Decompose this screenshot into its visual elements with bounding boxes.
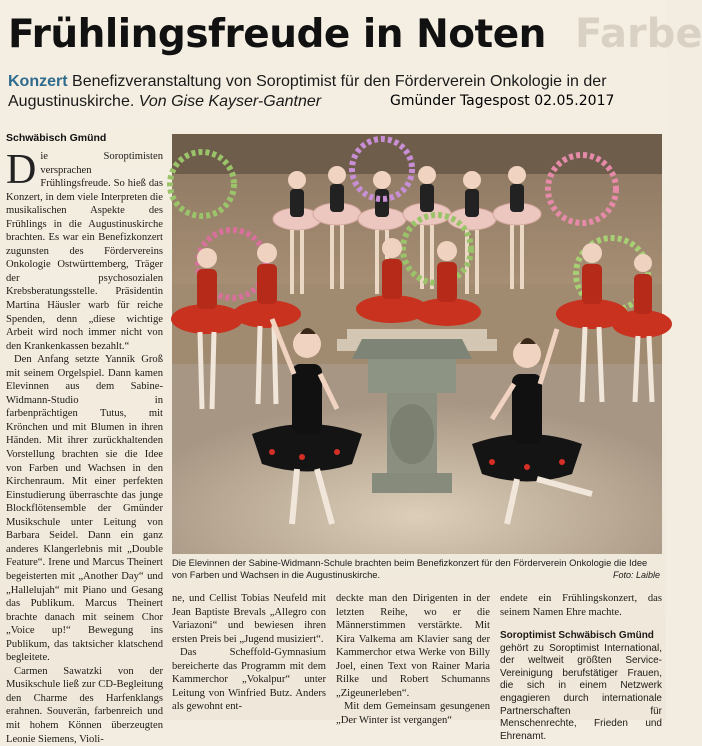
paragraph: Den Anfang setzte Yannik Groß mit seinem Orgelspiel. Dann kamen Elevinnen aus dem Sabine-Widmann-Studio in farbenprächtigen Tutus, mit Krönchen und mit Blumen in ihren Händen. Mit ihrer zurückhaltenden Vorstellung brachten sie die Idee von Farben und Wachsen in den Kirchenraum. Mit einer perfekten Einstudierung überraschte das junge Blockflötensemble der Gmünder Musikschule unter Leitung von Barbara Seidel. Dann ein ganz anderes Klangerlebnis mit „Double Feature“. Irene und Marcus Theinert begeisterten mit „Another Day“ und „Hallelujah“ mit Piano und Gesang das Publikum. Marcus Theinert brachte danach mit seinem Chor „Voice up!“ Bewegung ins Publikum, das taktsicher klatschend begleitete.	[6, 354, 163, 664]
headline: Frühlingsfreude in Noten	[8, 12, 546, 57]
byline: Von Gise Kayser-Gantner	[138, 93, 322, 110]
article-column-2	[172, 592, 326, 714]
photo-credit: Foto: Laible	[612, 570, 660, 580]
article-column-4	[500, 592, 662, 622]
paragraph: ne, und Cellist Tobias Neufeld mit Jean Baptiste Brevals „Allegro con Variazoni“ und bewiesen ihren ersten Preis bei „Jugend musiziert“.	[172, 593, 326, 645]
info-box	[500, 630, 662, 743]
dateline: Schwäbisch Gmünd	[6, 132, 107, 144]
subheadline-text: Benefizveranstaltung von Soroptimist für den Förderverein Onkologie in der Augustinuskirche.	[8, 73, 607, 110]
drop-cap: D	[6, 147, 37, 193]
article-column-1	[6, 147, 163, 745]
concert-photo	[172, 134, 662, 554]
source-citation: Gmünder Tagespost 02.05.2017	[390, 93, 615, 109]
paragraph: Das Scheffold-Gymnasium bereicherte das Programm mit dem Kammerchor „Vokalpur“ unter Leitung von Winfried Butz. Anders als gewohnt ent-	[172, 647, 326, 713]
info-box-title: Soroptimist Schwäbisch Gmünd	[500, 630, 654, 641]
kicker: Konzert	[8, 73, 68, 90]
caption-text: Die Elevinnen der Sabine-Widmann-Schule brachten beim Benefizkonzert für den Förderverein Onkologie die Idee von Farben und Wachsen in die Augustinuskirche.	[172, 557, 648, 580]
article-column-3	[336, 592, 490, 727]
photo-caption	[172, 557, 662, 581]
neighbor-headline-fragment: Farbe	[575, 11, 702, 57]
paragraph: Mit dem Gemeinsam gesungenen „Der Winter ist vergangen“	[336, 701, 490, 726]
info-box-text: gehört zu Soroptimist International, der weltweit größten Service-Vereinigung berufstätiger Frauen, die sich in einem Netzwerk engagieren durch internationale Partnerschaften für Menschenrechte, Frieden und Ehrenamt.	[500, 642, 662, 742]
paragraph: ie Soroptimisten versprachen Frühlingsfreude. So hieß das Konzert, in dem viele Interpreten die musikalischen Aspekte des Frühlings in die Augustinuskirche brachten. Es war ein Benefizkonzert zugunsten des Fördervereins Onkologie Ostwürttemberg, Träger der psychosozialen Krebsberatungsstelle. Präsidentin Martina Häusler warb für reiche Spenden, denn „diese wichtige Arbeit wird noch immer nicht von den Krankenkassen bezahlt.“	[6, 151, 163, 352]
paragraph: endete ein Frühlingskonzert, das seinem Namen Ehre machte.	[500, 593, 662, 618]
paragraph: deckte man den Dirigenten in der letzten Reihe, wo er die Männerstimmen verstärkte. Mit Kira Valkema am Klavier sang der Kammerchor etwa Werke von Billy Joel, einen Text von Rainer Maria Rilke und Robert Schumanns „Zigeunerleben“.	[336, 593, 490, 699]
paragraph: Carmen Sawatzki von der Musikschule ließ zur CD-Begleitung den Charme des Harfenklangs erahnen. Souverän, farbenreich und mit hohem Können überzeugten Leonie Siemens, Violi-	[6, 665, 163, 745]
